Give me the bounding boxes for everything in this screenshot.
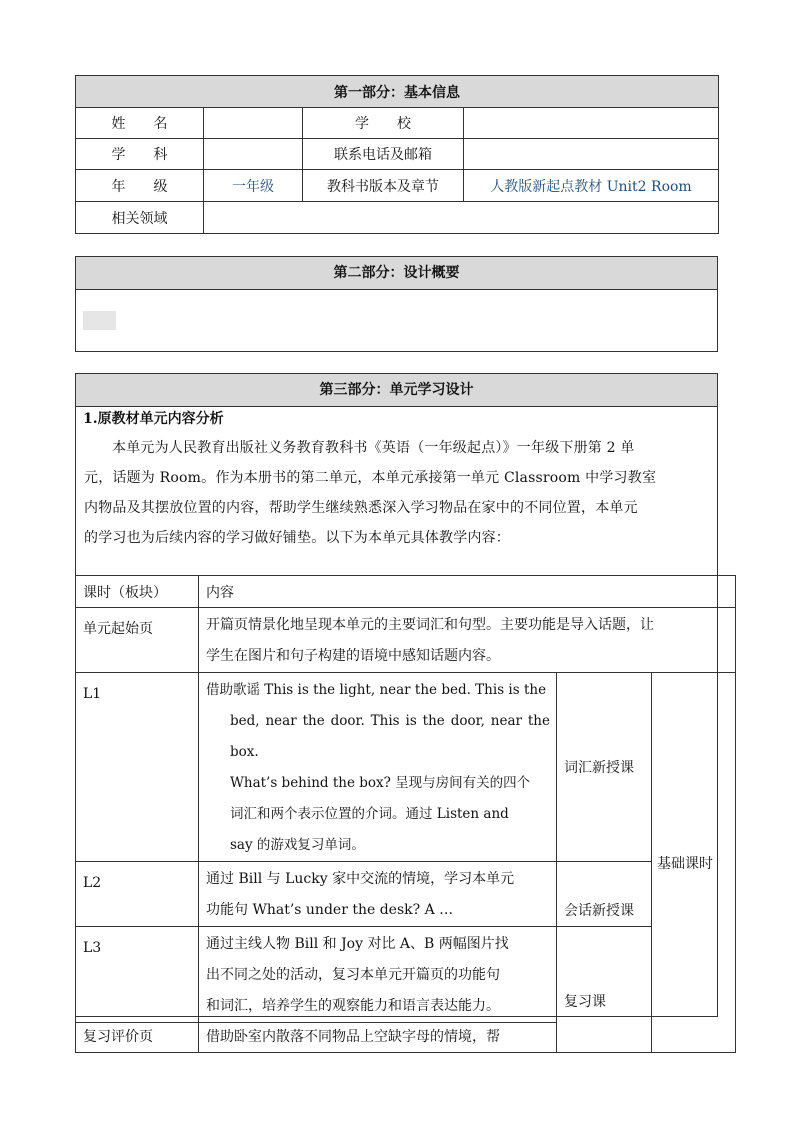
section-title: 1.原教材单元内容分析	[83, 411, 224, 427]
col-header-content: 内容	[199, 576, 736, 608]
lesson-label: L1	[76, 673, 199, 862]
grade-label: 年 级	[76, 170, 204, 202]
content-line: 通过 Bill 与 Lucky 家中交流的情境，学习本单元	[206, 871, 515, 887]
lesson-label: 单元起始页	[76, 608, 199, 673]
col-header-lesson: 课时（板块）	[76, 576, 199, 608]
lesson-label: L2	[76, 862, 199, 927]
lesson-content	[199, 927, 557, 1023]
contact-label: 联系电话及邮箱	[303, 139, 464, 170]
lesson-content	[199, 862, 557, 927]
field-value[interactable]	[204, 202, 719, 234]
field-label: 相关领域	[76, 202, 204, 234]
grade-value[interactable]: 一年级	[204, 170, 303, 202]
lesson-content-table	[75, 575, 736, 1053]
paragraph-line: 元，话题为 Room。作为本册书的第二单元，本单元承接第一单元 Classroom 中学习教室	[84, 470, 657, 486]
name-label: 姓 名	[76, 108, 204, 139]
textbook-value[interactable]: 人教版新起点教材 Unit2 Room	[464, 170, 719, 202]
content-line: What’s behind the box? 呈现与房间有关的四个	[230, 775, 531, 791]
content-line: 通过主线人物 Bill 和 Joy 对比 A、B 两幅图片找	[206, 936, 509, 952]
lesson-label: L3	[76, 927, 199, 1023]
content-line: 借助卧室内散落不同物品上空缺字母的情境，帮	[206, 1029, 500, 1045]
placeholder-block	[83, 311, 116, 330]
paragraph-line: 内物品及其摆放位置的内容，帮助学生继续熟悉深入学习物品在家中的不同位置，本单元	[84, 500, 638, 516]
design-summary-section	[75, 256, 718, 352]
part2-header: 第二部分：设计概要	[76, 257, 717, 290]
paragraph-line: 本单元为人民教育出版社义务教育教科书《英语（一年级起点）》一年级下册第 2 单	[112, 440, 635, 456]
group-label: 基础课时	[652, 673, 736, 1053]
lesson-type: 词汇新授课	[557, 673, 652, 862]
lesson-content	[199, 1023, 557, 1053]
content-line: 开篇页情景化地呈现本单元的主要词汇和句型。主要功能是导入话题，让	[206, 617, 654, 633]
school-value[interactable]	[464, 108, 719, 139]
content-line: bed, near the door. This is the door, near the box.	[230, 713, 550, 760]
content-line: 和词汇，培养学生的观察能力和语言表达能力。	[206, 998, 500, 1014]
content-line: say 的游戏复习单词。	[230, 837, 365, 853]
part1-header: 第一部分：基本信息	[76, 76, 719, 108]
basic-info-table	[75, 75, 719, 234]
lesson-label: 复习评价页	[76, 1023, 199, 1053]
subject-label: 学 科	[76, 139, 204, 170]
paragraph-line: 的学习也为后续内容的学习做好铺垫。以下为本单元具体教学内容：	[84, 530, 510, 546]
lesson-type: 会话新授课	[557, 862, 652, 927]
lesson-type: 复习课	[557, 927, 652, 1053]
content-line: 出不同之处的活动，复习本单元开篇页的功能句	[206, 967, 500, 983]
part3-header: 第三部分：单元学习设计	[76, 374, 717, 407]
subject-value[interactable]	[204, 139, 303, 170]
content-line: 借助歌谣 This is the light, near the bed. This is the	[206, 682, 547, 698]
name-value[interactable]	[204, 108, 303, 139]
textbook-label: 教科书版本及章节	[303, 170, 464, 202]
contact-value[interactable]	[464, 139, 719, 170]
analysis-paragraph	[76, 433, 717, 553]
school-label: 学 校	[303, 108, 464, 139]
lesson-content	[199, 608, 736, 673]
content-line: 词汇和两个表示位置的介词。通过 Listen and	[230, 806, 509, 822]
lesson-content	[199, 673, 557, 862]
content-line: 功能句 What’s under the desk? A …	[206, 902, 454, 918]
content-line: 学生在图片和句子构建的语境中感知话题内容。	[206, 648, 500, 664]
